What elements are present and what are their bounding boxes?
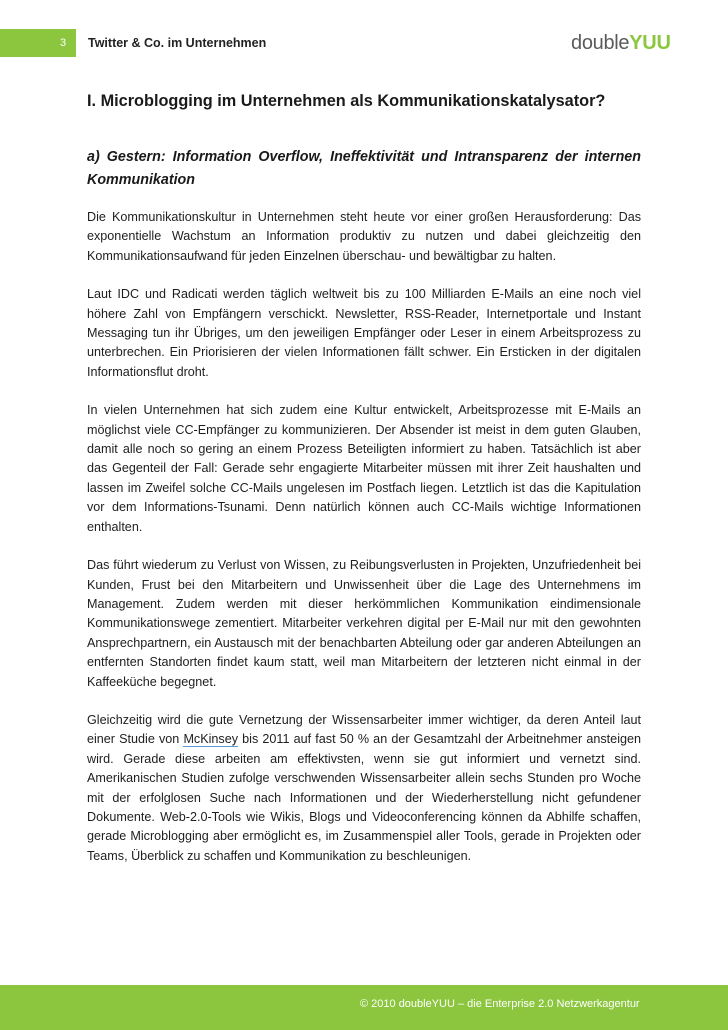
logo-text-yuu: YUU: [629, 32, 671, 54]
document-title: Twitter & Co. im Unternehmen: [88, 36, 267, 50]
section-heading: I. Microblogging im Unternehmen als Kommunikationskatalysator?: [87, 92, 606, 110]
mckinsey-link[interactable]: McKinsey: [183, 732, 239, 747]
paragraph-text-after-link: bis 2011 auf fast 50 % an der Gesamtzahl der Arbeitnehmer ansteigen wird. Gerade diese arbeiten am effektivsten, wenn sie gut informiert und vernetzt sind. Amerikanischen Studien zufolge verschwenden Wissensarbeiter allein sechs Stunden pro Woche mit der erfolglosen Suche nach Informationen und der Wiederherstellung nicht gefundener Dokumente. Web-2.0-Tools wie Wikis, Blogs und Videoconferencing können da Abhilfe schaffen, gerade Microblogging aber ermöglicht es, im Zusammenspiel aller Tools, gerade in Projekten oder Teams, Überblick zu schaffen und Kommunikation zu beschleunigen.: [87, 732, 642, 863]
subsection-heading: a) Gestern: Information Overflow, Ineffektivität und Intransparenz der internen Kommunikation: [87, 149, 641, 188]
page-content: [87, 90, 641, 866]
paragraph: Die Kommunikationskultur in Unternehmen steht heute vor einer großen Herausforderung: Das exponentielle Wachstum an Information produktiv zu nutzen und dabei gleichzeitig den Kommunikationsaufwand für jeden Einzelnen überschau- und bewältigbar zu halten.: [87, 210, 641, 263]
page-number-box: [0, 29, 76, 57]
paragraph: In vielen Unternehmen hat sich zudem eine Kultur entwickelt, Arbeitsprozesse mit E-Mails an möglichst viele CC-Empfänger zu kommunizieren. Der Absender ist meist in dem guten Glauben, damit alle noch so gering an einem Prozess Beteiligten informiert zu haben. Tatsächlich ist aber das Gegenteil der Fall: Gerade sehr engagierte Mitarbeiter müssen mit ihrer Zeit haushalten und lassen im Zweifel solche CC-Mails ungelesen im Postfach liegen. Letztlich ist das die Kapitulation vor dem Informations-Tsunami. Denn natürlich können auch CC-Mails wichtige Informationen enthalten.: [87, 403, 641, 534]
page-number: 3: [60, 37, 67, 49]
doubleyuu-logo: [571, 32, 671, 54]
paragraph: Das führt wiederum zu Verlust von Wissen, zu Reibungsverlusten in Projekten, Unzufriedenheit bei Kunden, Frust bei den Mitarbeitern und Unwissenheit über die Lage des Unternehmens im Management. Zudem werden mit dieser herkömmlichen Kommunikation eindimensionale Kommunikationswege zementiert. Mitarbeiter verkehren digital per E-Mail nur mit den gewohnten Ansprechpartnern, ein Austausch mit der benachbarten Abteilung oder gar anderen Abteilungen an entfernten Standorten findet kaum statt, weil man Mitarbeitern der letzteren nicht einmal in der Kaffeeküche begegnet.: [87, 558, 641, 689]
page-header: [0, 29, 728, 57]
paragraph-text-before-link: Gleichzeitig wird die gute Vernetzung der Wissensarbeiter immer wichtiger, da deren Anteil laut einer Studie von: [87, 712, 641, 747]
paragraph: Laut IDC und Radicati werden täglich weltweit bis zu 100 Milliarden E-Mails an eine noch viel höhere Zahl von Empfängern verschickt. Newsletter, RSS-Reader, Internetportale und Instant Messaging tun ihr Übriges, um den jeweiligen Empfänger oder Leser in einem Arbeitsprozess zu unterbrechen. Ein Priorisieren der vielen Informationen fällt schwer. Ein Ersticken in der digitalen Informationsflut droht.: [87, 287, 641, 379]
footer-copyright: © 2010 doubleYUU – die Enterprise 2.0 Netzwerkagentur: [360, 998, 640, 1010]
paragraph-with-link: [87, 711, 641, 866]
page-footer: [0, 985, 728, 1030]
logo-text-double: double: [571, 32, 630, 54]
